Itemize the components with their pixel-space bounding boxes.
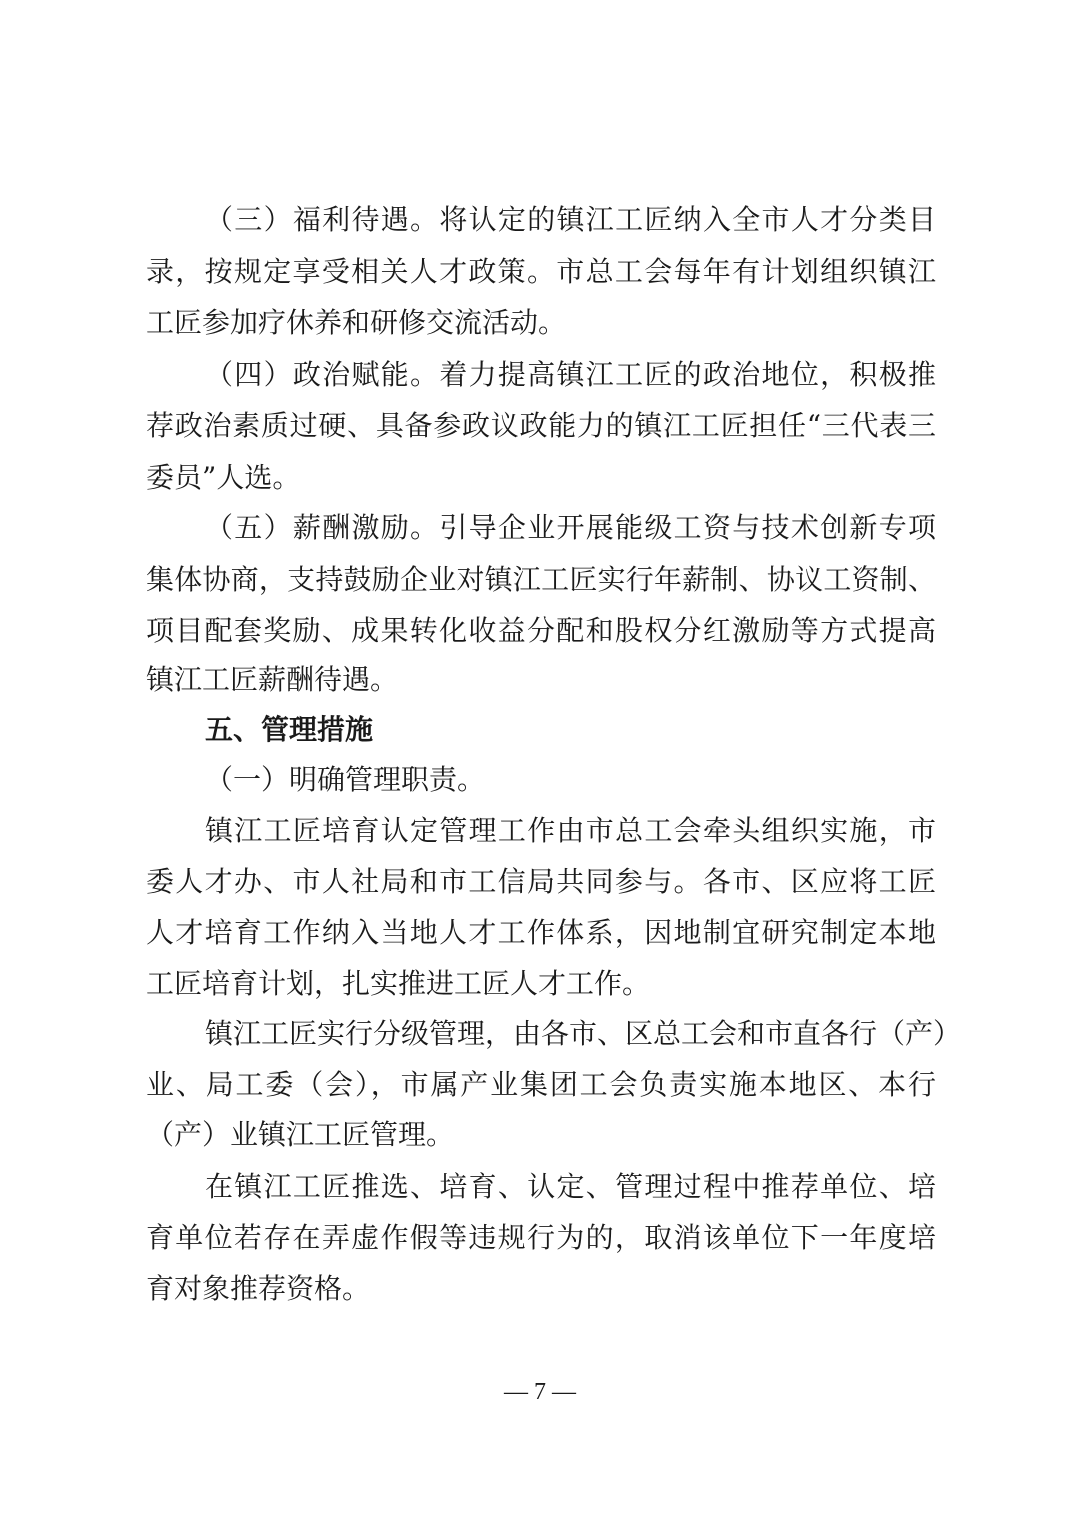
paragraph-line: 镇江工匠培育认定管理工作由市总工会牵头组织实施，市 [205,814,936,847]
page-number: — 7 — [504,1379,576,1405]
paragraph-line: 镇江工匠实行分级管理，由各市、区总工会和市直各行（产） [205,1017,962,1050]
paragraph-line: 工匠培育计划，扎实推进工匠人才工作。 [146,967,651,1000]
paragraph-line: 集体协商，支持鼓励企业对镇江工匠实行年薪制、协议工资制、 [146,563,936,596]
subsection-heading: （一）明确管理职责。 [205,763,486,796]
paragraph-line: 委员”人选。 [146,461,301,494]
paragraph-line: 委人才办、市人社局和市工信局共同参与。各市、区应将工匠 [146,865,936,898]
paragraph-line: 育对象推荐资格。 [146,1272,371,1305]
paragraph-line: 工匠参加疗休养和研修交流活动。 [146,306,567,339]
paragraph-line: 镇江工匠薪酬待遇。 [146,663,399,696]
paragraph-line: （产）业镇江工匠管理。 [146,1118,455,1151]
paragraph-line: 育单位若存在弄虚作假等违规行为的，取消该单位下一年度培 [146,1221,936,1254]
paragraph-line: 在镇江工匠推选、培育、认定、管理过程中推荐单位、培 [205,1170,936,1203]
paragraph-line: （三）福利待遇。将认定的镇江工匠纳入全市人才分类目 [205,203,936,236]
paragraph-line: 业、局工委（会），市属产业集团工会负责实施本地区、本行 [146,1068,936,1101]
paragraph-line: 录，按规定享受相关人才政策。市总工会每年有计划组织镇江 [146,255,936,288]
paragraph-line: 荐政治素质过硬、具备参政议政能力的镇江工匠担任“三代表三 [146,409,936,442]
section-heading: 五、管理措施 [205,713,374,746]
paragraph-line: （五）薪酬激励。引导企业开展能级工资与技术创新专项 [205,511,936,544]
paragraph-line: 项目配套奖励、成果转化收益分配和股权分红激励等方式提高 [146,614,936,647]
paragraph-line: （四）政治赋能。着力提高镇江工匠的政治地位，积极推 [205,358,936,391]
paragraph-line: 人才培育工作纳入当地人才工作体系，因地制宜研究制定本地 [146,916,936,949]
